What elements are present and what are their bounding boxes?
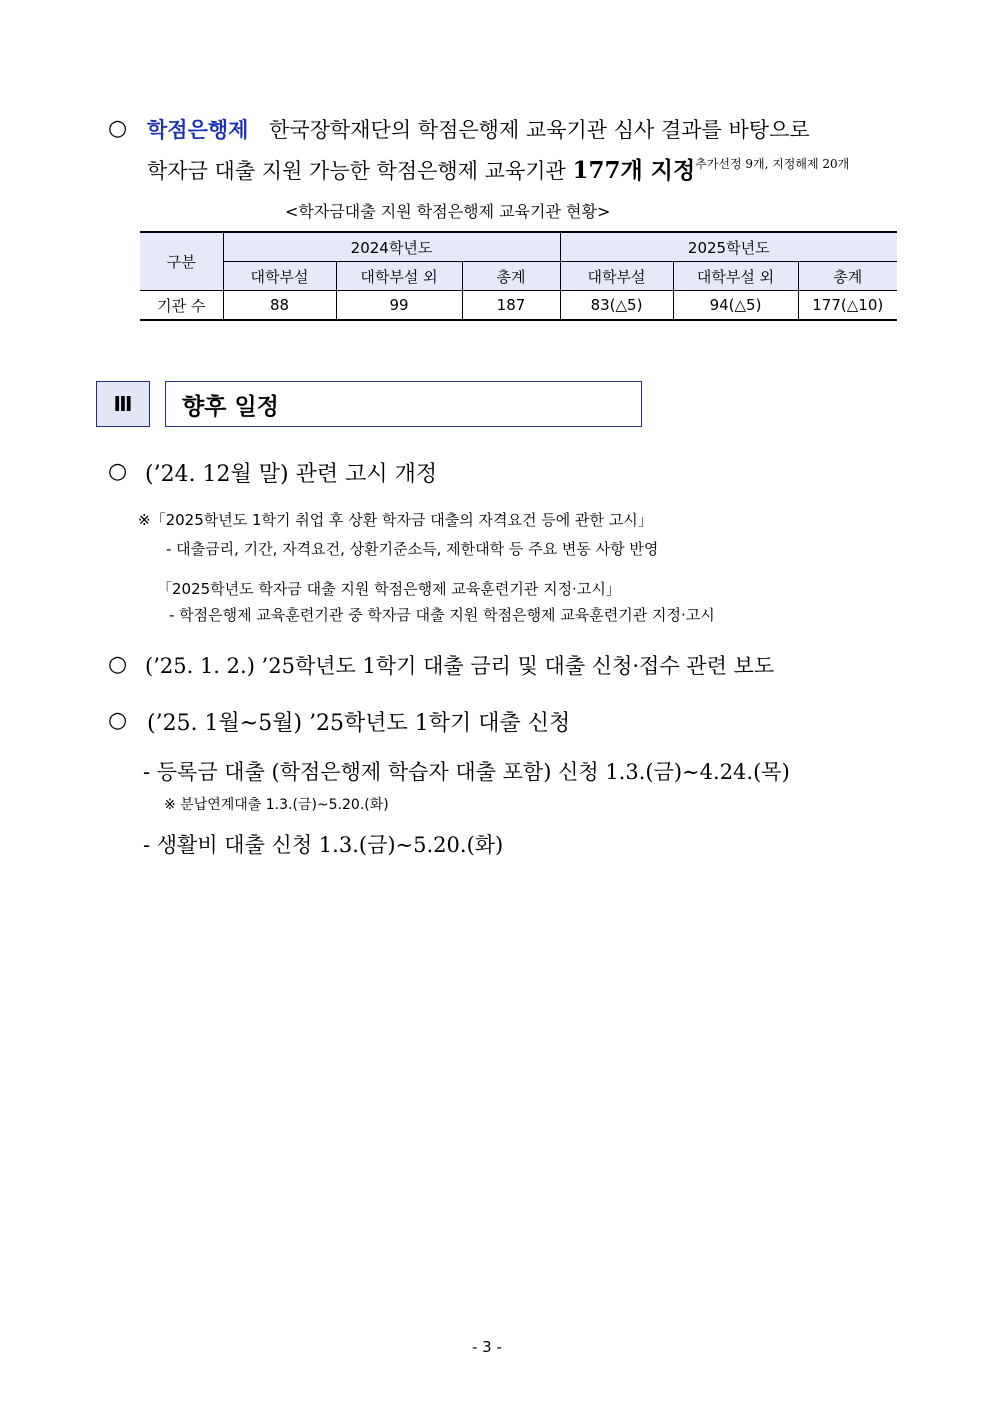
row-header: 구분 (140, 232, 223, 291)
table-cell: 94(△5) (673, 291, 798, 321)
bullet-icon: ○ (108, 116, 128, 141)
schedule-item-1: (’24. 12월 말) 관련 고시 개정 (145, 462, 438, 487)
col-header-total-2025: 총계 (798, 262, 897, 291)
year-2024-header: 2024학년도 (223, 232, 560, 262)
note-2-title: 「2025학년도 학자금 대출 지원 학점은행제 교육훈련기관 지정·고시」 (157, 580, 621, 598)
table-row (140, 291, 897, 321)
intro-line2-prefix: 학자금 대출 지원 가능한 학점은행제 교육기관 (147, 159, 566, 183)
col-header-non-affiliated-2024: 대학부설 외 (336, 262, 462, 291)
table-cell: 177(△10) (798, 291, 897, 321)
year-2025-header: 2025학년도 (560, 232, 897, 262)
intro-text: 한국장학재단의 학점은행제 교육기관 심사 결과를 바탕으로 (269, 118, 810, 142)
col-header-affiliated-2025: 대학부설 (560, 262, 673, 291)
schedule-item-3: (’25. 1월~5월) ’25학년도 1학기 대출 신청 (147, 711, 571, 736)
bullet-icon: ○ (108, 459, 128, 484)
note-1-detail: - 대출금리, 기간, 자격요건, 상환기준소득, 제한대학 등 주요 변동 사항 반영 (166, 540, 659, 558)
col-header-non-affiliated-2025: 대학부설 외 (673, 262, 798, 291)
table-cell: 187 (462, 291, 560, 321)
page-number: - 3 - (472, 1338, 502, 1356)
intro-label: 학점은행제 (147, 118, 249, 142)
table-cell: 88 (223, 291, 336, 321)
section-number: Ⅲ (96, 381, 150, 427)
intro-emphasis: 177개 지정 (572, 157, 696, 184)
schedule-item-2: (’25. 1. 2.) ’25학년도 1학기 대출 금리 및 대출 신청·접수 관련 보도 (145, 654, 775, 678)
note-1-title: ※「2025학년도 1학기 취업 후 상환 학자금 대출의 자격요건 등에 관한 고시」 (138, 511, 653, 529)
intro-line-1 (147, 114, 810, 144)
bullet-icon: ○ (108, 708, 128, 733)
col-header-total-2024: 총계 (462, 262, 560, 291)
col-header-affiliated-2024: 대학부설 (223, 262, 336, 291)
sub-item-tuition-loan: - 등록금 대출 (학점은행제 학습자 대출 포함) 신청 1.3.(금)∼4.24.(목) (143, 760, 790, 784)
section-title: 향후 일정 (165, 381, 642, 427)
intro-superscript: 추가선정 9개, 지정해제 20개 (695, 157, 850, 171)
note-2-detail: - 학점은행제 교육훈련기관 중 학자금 대출 지원 학점은행제 교육훈련기관 지정·고시 (169, 606, 715, 624)
table-caption: <학자금대출 지원 학점은행제 교육기관 현황> (285, 202, 611, 221)
bullet-icon: ○ (108, 652, 128, 677)
intro-line-2 (147, 152, 849, 185)
sub-item-living-loan: - 생활비 대출 신청 1.3.(금)∼5.20.(화) (143, 833, 504, 857)
sub-item-tuition-note: ※ 분납연계대출 1.3.(금)~5.20.(화) (164, 797, 389, 813)
table-cell: 99 (336, 291, 462, 321)
row-label: 기관 수 (140, 291, 223, 321)
table-cell: 83(△5) (560, 291, 673, 321)
institution-table (140, 231, 897, 321)
